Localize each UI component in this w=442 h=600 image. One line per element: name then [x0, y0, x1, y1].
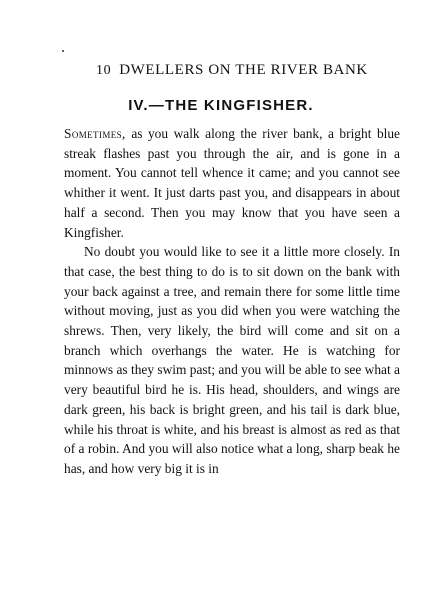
paragraph-1: [64, 124, 400, 242]
paragraph-2: [64, 242, 400, 478]
running-head: [96, 62, 396, 79]
body-text: [64, 124, 400, 479]
paragraph-1-text: as you walk along the river bank, a bright blue streak flashes past you through the air, and is gone in a moment. You cannot tell whence it came; and you cannot see whither it went. It just darts past you, and disappears in about half a second. Then you may know that you have seen a Kingfisher.: [64, 126, 400, 240]
paragraph-2-text: No doubt you would like to see it a little more closely. In that case, the best thing to do is to sit down on the bank with your back against a tree, and remain there for some little time without moving, just as you did when you were watching the shrews. Then, very likely, the bird will come and sit on a branch which overhangs the water. He is watching for minnows as they swim past; and you will be able to see what a very beautiful bird he is. His head, shoulders, and wings are dark green, his back is bright green, and his tail is dark blue, while his throat is white, and his breast is almost as red as that of a robin. And you will also notice what a long, sharp beak he has, and how very big it is in: [64, 244, 400, 476]
chapter-title: IV.—THE KINGFISHER.: [128, 97, 314, 114]
print-speck: [62, 50, 64, 52]
page-number: 10: [96, 63, 112, 78]
paragraph-lead-word: Sometimes,: [64, 126, 126, 141]
running-head-title: DWELLERS ON THE RIVER BANK: [119, 62, 368, 78]
